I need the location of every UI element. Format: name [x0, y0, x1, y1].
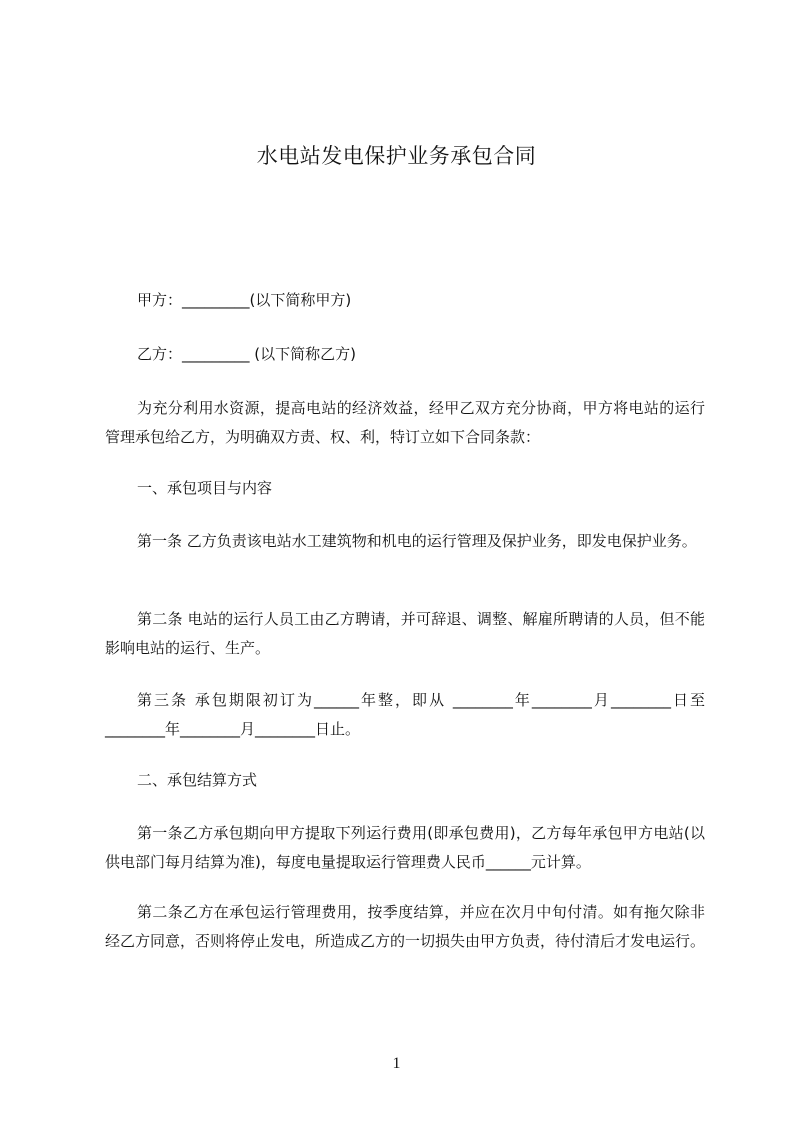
- section-1-heading: 一、承包项目与内容: [137, 479, 273, 497]
- page-number: 1: [392, 1055, 401, 1072]
- section-2-article-1: 第一条乙方承包期向甲方提取下列运行费用(即承包费用)，乙方每年承包甲方电站(以供电部门每月结算为准)，每度电量提取运行管理费人民币______元计算。: [105, 824, 705, 871]
- section-1-article-2: 第二条 电站的运行人员工由乙方聘请，并可辞退、调整、解雇所聘请的人员，但不能影响电站的运行、生产。: [105, 610, 705, 657]
- section-1-article-1: 第一条 乙方负责该电站水工建筑物和机电的运行管理及保护业务，即发电保护业务。: [137, 532, 697, 550]
- section-1-article-3: 第三条 承包期限初订为______年整，即从 ________年________月________日至________年________月________日止。: [105, 691, 705, 738]
- party-a-line: 甲方：_________(以下简称甲方): [137, 291, 352, 309]
- intro-paragraph: 为充分利用水资源，提高电站的经济效益，经甲乙双方充分协商，甲方将电站的运行管理承包给乙方，为明确双方责、权、利，特订立如下合同条款：: [105, 399, 705, 446]
- document-title: 水电站发电保护业务承包合同: [256, 144, 537, 168]
- party-b-line: 乙方：_________ (以下简称乙方): [137, 345, 356, 363]
- section-2-heading: 二、承包结算方式: [137, 771, 258, 789]
- section-2-article-2: 第二条乙方在承包运行管理费用，按季度结算，并应在次月中旬付清。如有拖欠除非经乙方同意，否则将停止发电，所造成乙方的一切损失由甲方负责，待付清后才发电运行。: [105, 903, 706, 950]
